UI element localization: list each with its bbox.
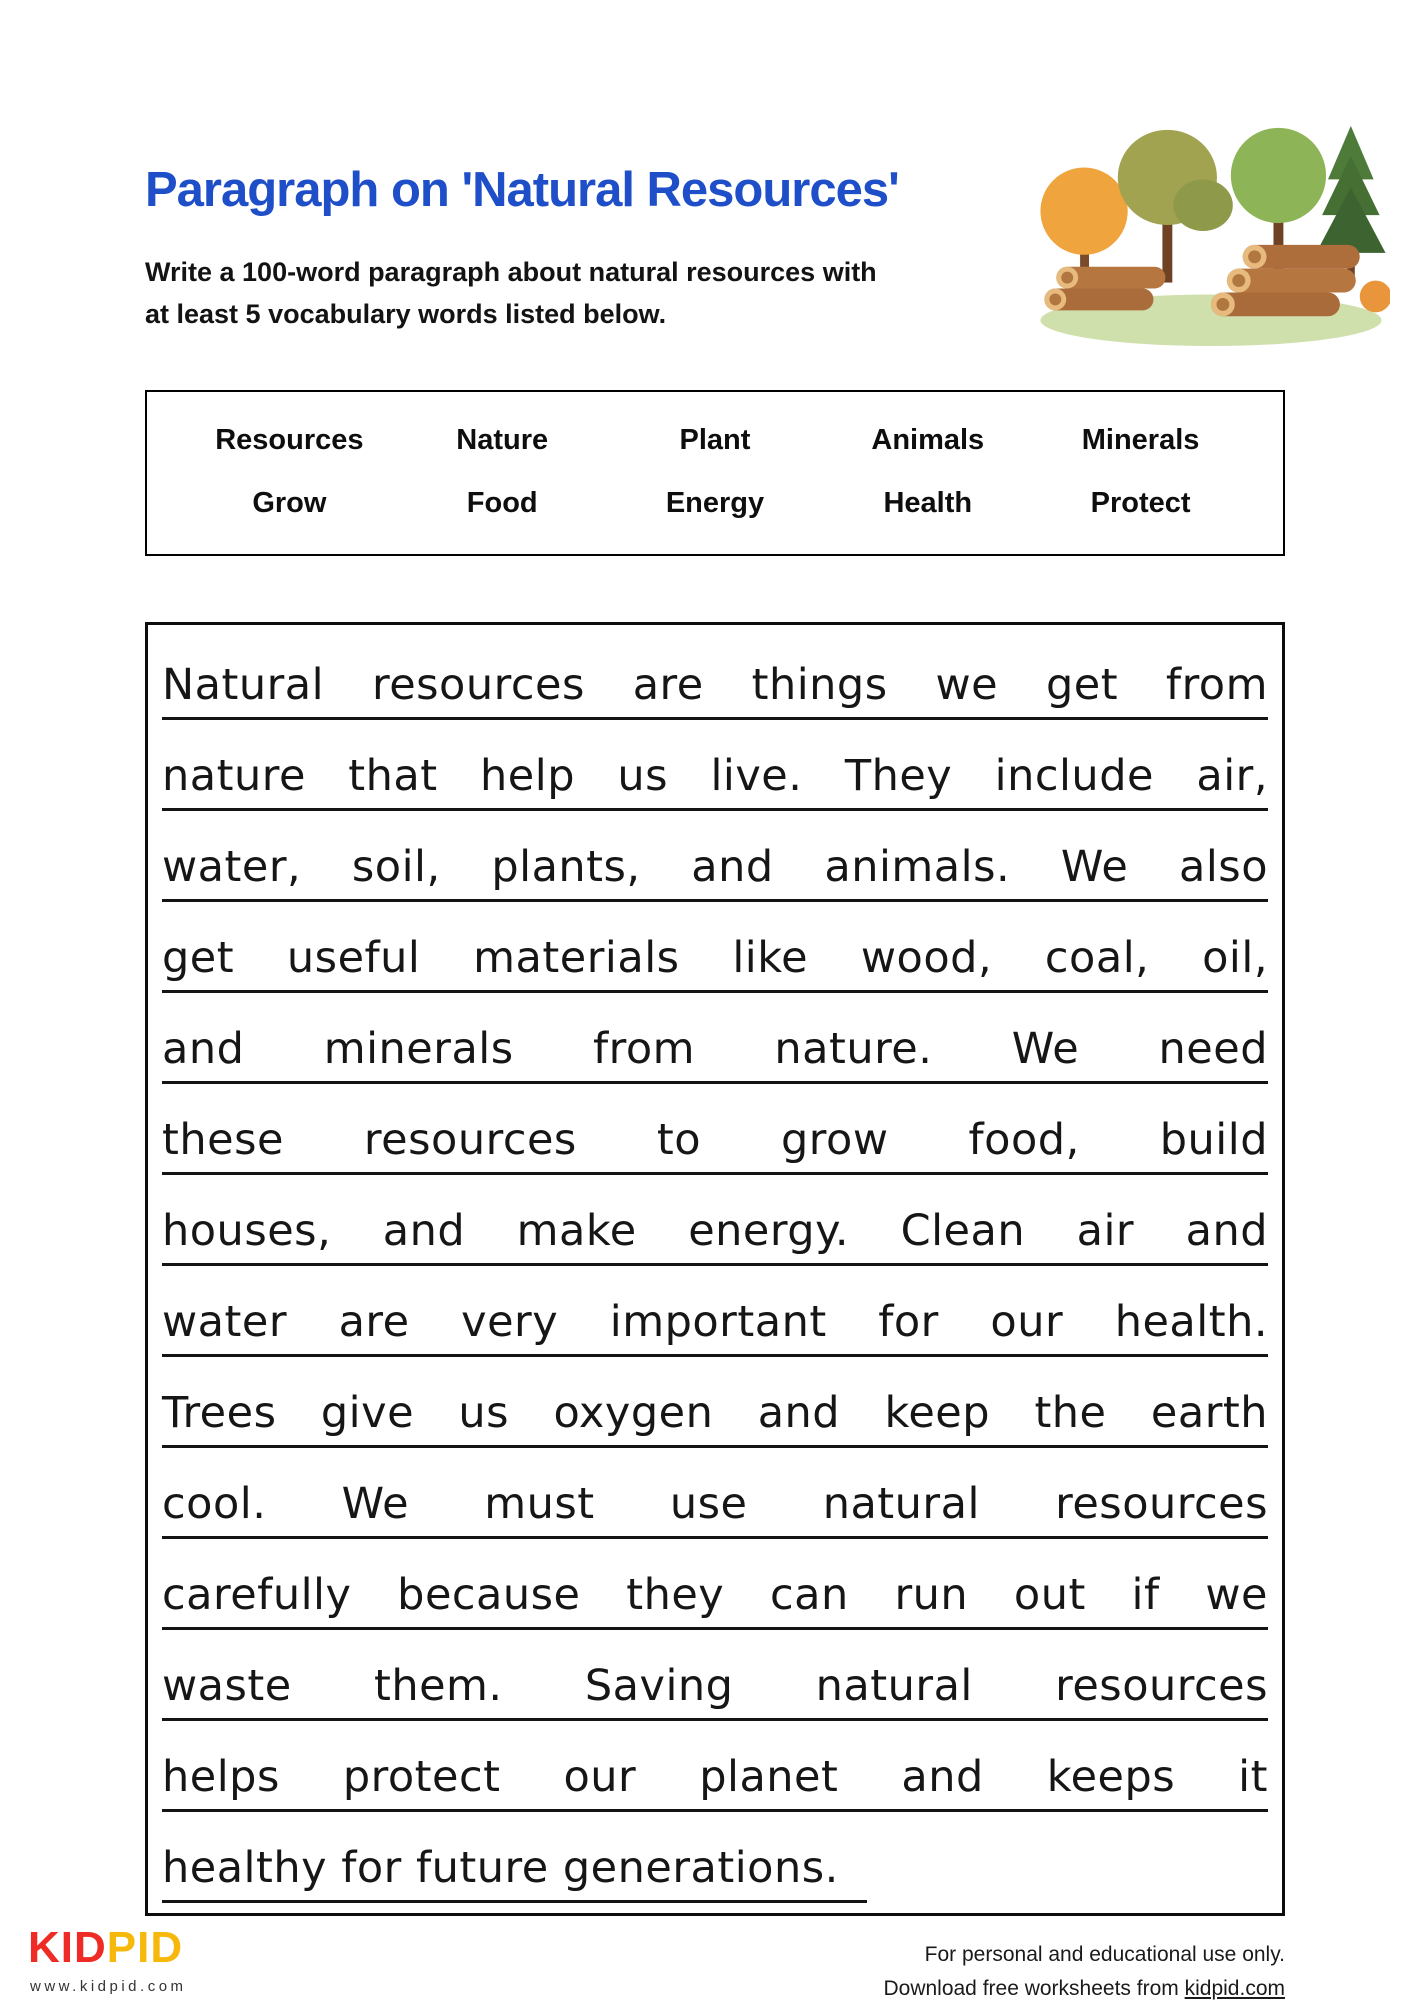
kidpid-link[interactable]: kidpid.com bbox=[1184, 1976, 1285, 2000]
vocab-word-energy: Energy bbox=[665, 487, 765, 519]
paragraph-line: nature that help us live. They include air, bbox=[162, 720, 1268, 811]
footer-usage-note bbox=[883, 1938, 1285, 2000]
paragraph-line: waste them. Saving natural resources bbox=[162, 1630, 1268, 1721]
vocabulary-box bbox=[145, 390, 1285, 556]
instructions-line-2: at least 5 vocabulary words listed below. bbox=[145, 298, 667, 329]
vocab-word-resources: Resources bbox=[215, 424, 364, 456]
paragraph-line: helps protect our planet and keeps it bbox=[162, 1721, 1268, 1812]
logo-pid-text: PID bbox=[106, 1923, 184, 1972]
instructions-line-1: Write a 100-word paragraph about natural resources with bbox=[145, 257, 877, 287]
vocab-word-nature: Nature bbox=[456, 424, 549, 456]
footer-brand bbox=[28, 1923, 187, 1995]
website-url: www.kidpid.com bbox=[30, 1978, 187, 1995]
paragraph-line: these resources to grow food, build bbox=[162, 1084, 1268, 1175]
paragraph-line: healthy for future generations. bbox=[162, 1812, 867, 1903]
olive-tree-icon bbox=[1118, 130, 1233, 283]
paragraph-line: water are very important for our health. bbox=[162, 1266, 1268, 1357]
paragraph-line: cool. We must use natural resources bbox=[162, 1448, 1268, 1539]
paragraph-line: Trees give us oxygen and keep the earth bbox=[162, 1357, 1268, 1448]
vocab-word-food: Food bbox=[466, 487, 538, 519]
paragraph-writing-box bbox=[145, 622, 1285, 1916]
log-pile-left-icon bbox=[1044, 267, 1165, 311]
vocab-word-grow: Grow bbox=[252, 487, 327, 519]
paragraph-line: Natural resources are things we get from bbox=[162, 629, 1268, 720]
vocab-word-plant: Plant bbox=[679, 424, 751, 456]
kidpid-logo bbox=[28, 1923, 187, 1972]
download-prefix: Download free worksheets from bbox=[883, 1976, 1185, 2000]
instructions-text bbox=[145, 252, 985, 336]
log-pile-right-icon bbox=[1211, 245, 1360, 316]
paragraph-line: get useful materials like wood, coal, oil, bbox=[162, 902, 1268, 993]
usage-line: For personal and educational use only. bbox=[924, 1943, 1285, 1966]
paragraph-line: water, soil, plants, and animals. We also bbox=[162, 811, 1268, 902]
vocab-word-minerals: Minerals bbox=[1081, 424, 1200, 456]
vocab-word-protect: Protect bbox=[1090, 487, 1191, 519]
orange-bush-icon bbox=[1360, 281, 1390, 313]
paragraph-line: carefully because they can run out if we bbox=[162, 1539, 1268, 1630]
paragraph-line: houses, and make energy. Clean air and bbox=[162, 1175, 1268, 1266]
vocab-word-animals: Animals bbox=[871, 424, 985, 456]
vocab-word-health: Health bbox=[883, 487, 973, 519]
page-title: Paragraph on 'Natural Resources' bbox=[145, 163, 899, 217]
forest-logs-illustration bbox=[1032, 112, 1390, 350]
vocabulary-table bbox=[183, 424, 1247, 520]
download-line bbox=[883, 1972, 1285, 2000]
paragraph-line: and minerals from nature. We need bbox=[162, 993, 1268, 1084]
logo-kid-text: KID bbox=[28, 1923, 107, 1972]
